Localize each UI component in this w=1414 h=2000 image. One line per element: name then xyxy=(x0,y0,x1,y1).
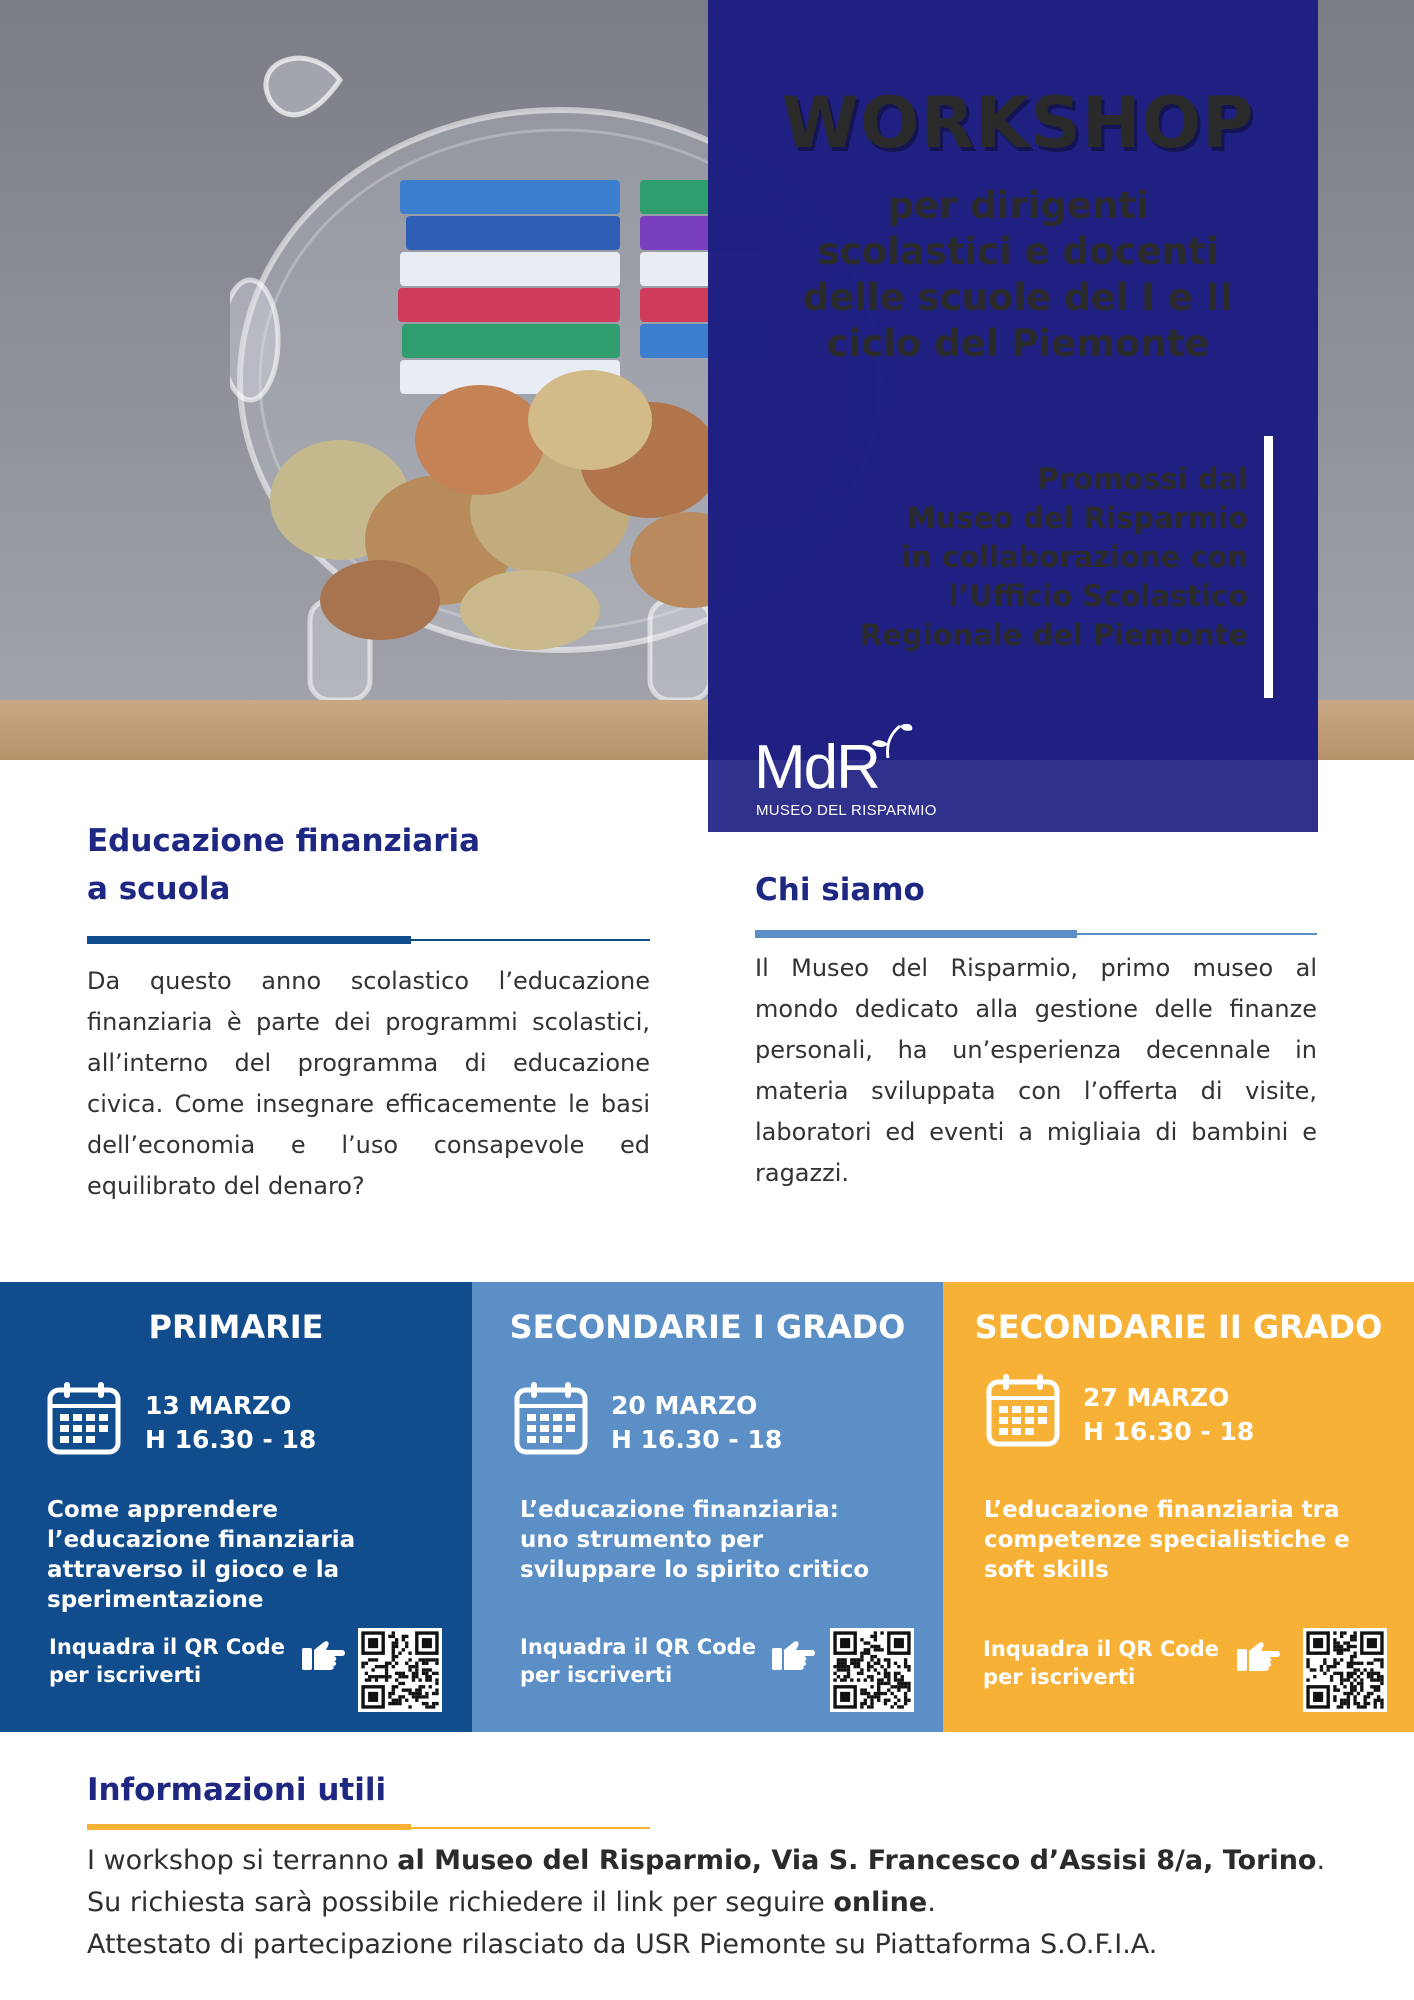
qr-line: per iscriverti xyxy=(49,1663,202,1687)
qr-pattern xyxy=(1303,1628,1387,1712)
education-divider xyxy=(87,936,650,944)
topic-line: sperimentazione xyxy=(47,1587,264,1613)
workshop-panel xyxy=(708,0,1318,832)
workshop-subtitle xyxy=(748,183,1288,367)
event-date xyxy=(145,1389,316,1457)
band-topic xyxy=(984,1495,1404,1585)
promoter-text xyxy=(748,460,1248,655)
topic-line: attraverso il gioco e la xyxy=(47,1557,340,1583)
subtitle-line: per dirigenti xyxy=(887,184,1149,227)
promo-line: Museo del Risparmio xyxy=(906,501,1248,535)
info-online-word: online xyxy=(833,1887,928,1918)
qr-line: per iscriverti xyxy=(520,1663,673,1687)
info-text: . xyxy=(1316,1845,1326,1876)
workshop-title: WORKSHOP xyxy=(781,82,1255,164)
band-title: SECONDARIE I GRADO xyxy=(509,1308,906,1346)
qr-code[interactable] xyxy=(358,1628,442,1712)
date-text: 20 MARZO xyxy=(611,1391,758,1420)
info-online xyxy=(87,1883,936,1923)
topic-line: l’educazione finanziaria xyxy=(47,1527,356,1553)
about-title: Chi siamo xyxy=(755,872,925,908)
mdr-logo xyxy=(754,720,974,820)
about-body: Il Museo del Risparmio, primo museo al mondo dedicato alla gestione delle finanze personali, ha un’esperienza decennale in materia sviluppata con l’offerta di visite, laboratori ed eventi a migliaia di bambini e ragazzi. xyxy=(755,954,1317,1187)
pointing-hand-icon xyxy=(770,1636,816,1672)
about-divider xyxy=(755,930,1317,938)
qr-code[interactable] xyxy=(830,1628,914,1712)
time-text: H 16.30 - 18 xyxy=(1083,1417,1255,1446)
band-secondarie-i xyxy=(472,1282,943,1732)
promo-divider xyxy=(1264,436,1273,698)
calendar-icon xyxy=(513,1380,589,1456)
info-text: . xyxy=(927,1887,936,1918)
qr-line: Inquadra il QR Code xyxy=(49,1635,285,1659)
calendar-icon xyxy=(46,1380,122,1456)
qr-instructions xyxy=(49,1633,285,1689)
qr-pattern xyxy=(830,1628,914,1712)
topic-line: L’educazione finanziaria tra xyxy=(984,1497,1340,1523)
info-text: I workshop si terranno xyxy=(87,1845,398,1876)
info-text: Su richiesta sarà possibile richiedere il link per seguire xyxy=(87,1887,834,1918)
topic-line: Come apprendere xyxy=(47,1497,279,1523)
subtitle-line: ciclo del Piemonte xyxy=(826,322,1210,365)
date-text: 27 MARZO xyxy=(1083,1383,1230,1412)
info-title: Informazioni utili xyxy=(87,1772,387,1808)
topic-line: L’educazione finanziaria: xyxy=(520,1497,839,1523)
band-title: PRIMARIE xyxy=(148,1308,324,1346)
qr-line: Inquadra il QR Code xyxy=(983,1637,1219,1661)
qr-instructions xyxy=(983,1635,1219,1691)
qr-line: per iscriverti xyxy=(983,1665,1136,1689)
education-title xyxy=(87,817,480,913)
promo-line: Regionale del Piemonte xyxy=(859,618,1248,652)
qr-pattern xyxy=(358,1628,442,1712)
qr-code[interactable] xyxy=(1303,1628,1387,1712)
band-primarie xyxy=(0,1282,472,1732)
topic-line: sviluppare lo spirito critico xyxy=(520,1557,870,1583)
subtitle-line: delle scuole del I e II xyxy=(802,276,1234,319)
pointing-hand-icon xyxy=(300,1636,346,1672)
info-address: al Museo del Risparmio, Via S. Francesco d’Assisi 8/a, Torino xyxy=(397,1845,1317,1876)
education-title-line: a scuola xyxy=(87,871,231,907)
subtitle-line: scolastici e docenti xyxy=(817,230,1219,273)
band-secondarie-ii xyxy=(943,1282,1414,1732)
event-date xyxy=(1083,1381,1254,1449)
logo-mark: MdR xyxy=(754,733,879,802)
band-topic xyxy=(47,1495,467,1615)
topic-line: competenze specialistiche e xyxy=(984,1527,1350,1553)
promo-line: l’Ufficio Scolastico xyxy=(948,579,1248,613)
qr-instructions xyxy=(520,1633,756,1689)
info-location xyxy=(87,1841,1325,1881)
pointing-hand-icon xyxy=(1235,1637,1281,1673)
time-text: H 16.30 - 18 xyxy=(611,1425,783,1454)
promo-line: in collaborazione con xyxy=(901,540,1248,574)
qr-line: Inquadra il QR Code xyxy=(520,1635,756,1659)
promo-line: Promossi dal xyxy=(1037,462,1248,496)
event-date xyxy=(611,1389,782,1457)
band-topic xyxy=(520,1495,940,1585)
info-certificate: Attestato di partecipazione rilasciato da USR Piemonte su Piattaforma S.O.F.I.A. xyxy=(87,1929,1158,1960)
band-title: SECONDARIE II GRADO xyxy=(974,1308,1383,1346)
date-text: 13 MARZO xyxy=(145,1391,292,1420)
time-text: H 16.30 - 18 xyxy=(145,1425,317,1454)
info-divider xyxy=(87,1824,650,1832)
education-title-line: Educazione finanziaria xyxy=(87,823,481,859)
topic-line: soft skills xyxy=(984,1557,1109,1583)
logo-text: MUSEO DEL RISPARMIO xyxy=(756,802,937,819)
calendar-icon xyxy=(985,1372,1061,1448)
topic-line: uno strumento per xyxy=(520,1527,764,1553)
education-body: Da questo anno scolastico l’educazione finanziaria è parte dei programmi scolastici, all’interno del programma di educazione civica. Come insegnare efficacemente le basi dell’economia e l’uso consapevole ed equilibrato del denaro? xyxy=(87,967,650,1200)
